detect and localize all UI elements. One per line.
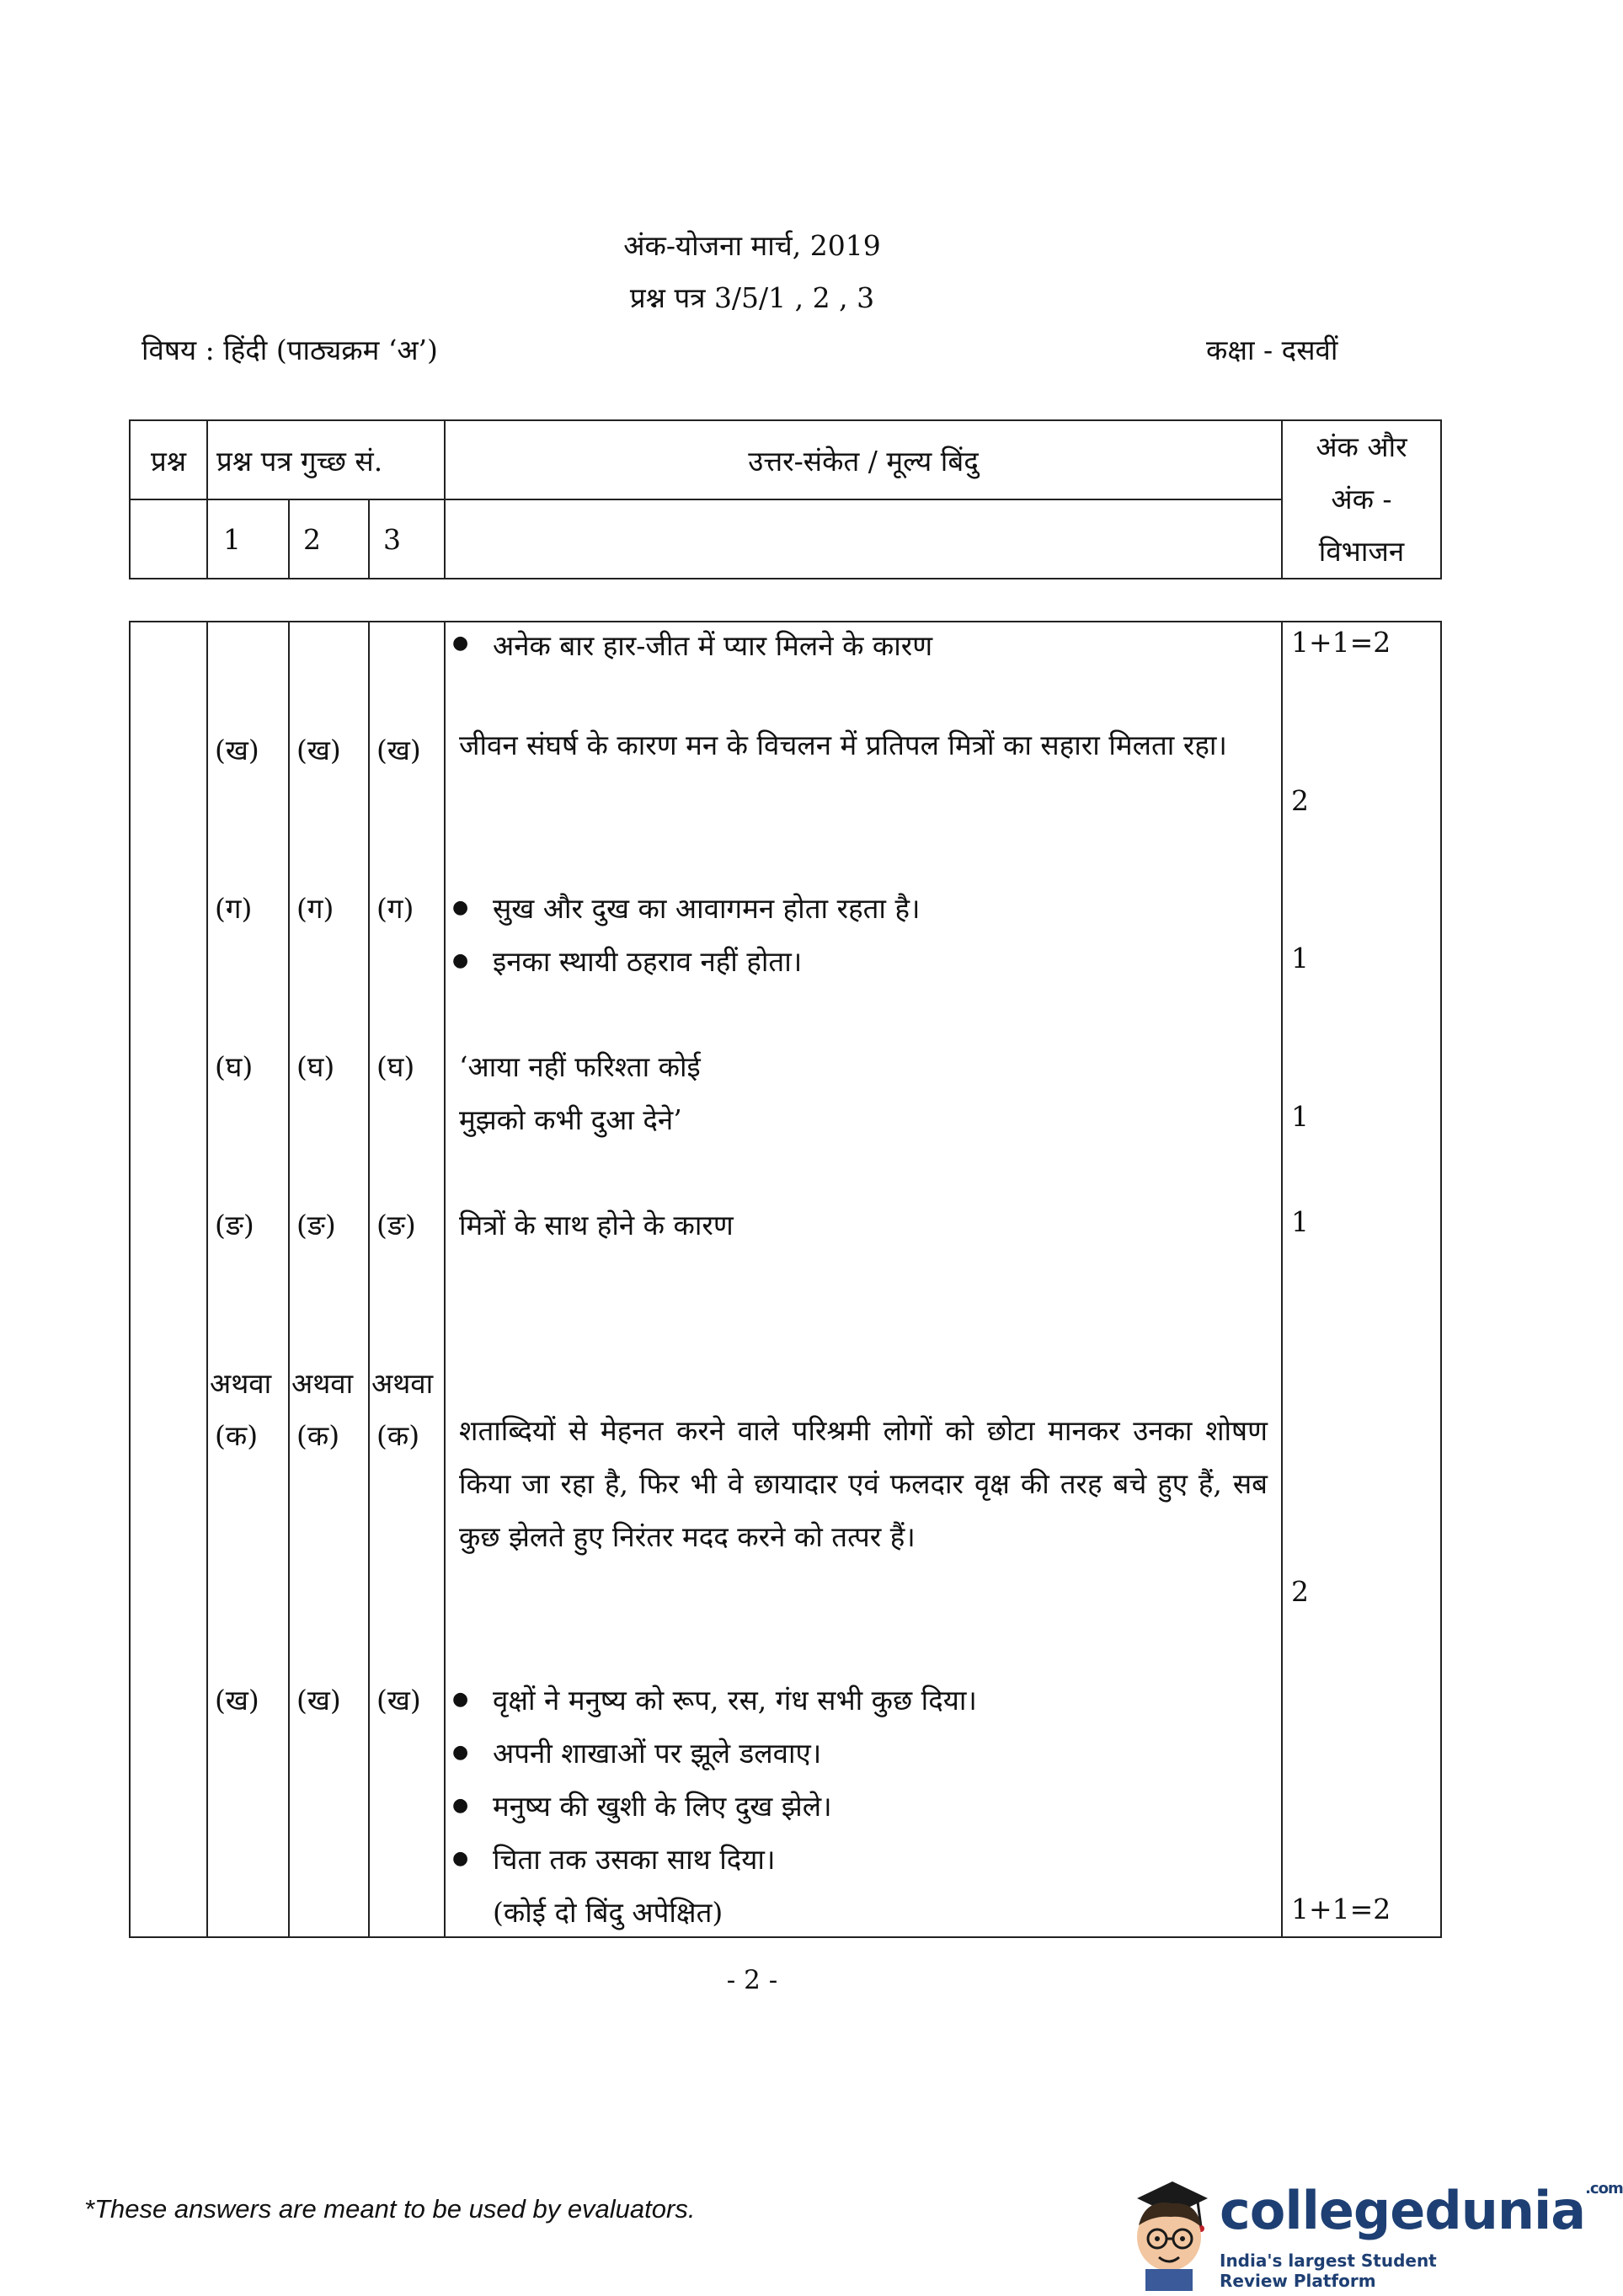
bullet-icon: ●	[452, 1795, 469, 1816]
answer-r5: शताब्दियों से मेहनत करने वाले परिश्रमी लोगों को छोटा मानकर उनका शोषण किया जा रहा है, फिर भी वे छायादार एवं फलदार वृक्ष की तरह बचे हुए हैं, सब कुछ झेलते हुए निरंतर मदद करने को तत्पर हैं।	[459, 1414, 1268, 1553]
or-label-3: अथवा	[371, 1367, 434, 1400]
answer-r6-note: (कोई दो बिंदु अपेक्षित)	[493, 1896, 723, 1929]
marking-scheme-header-table	[129, 419, 1442, 579]
subject-label: विषय : हिंदी (पाठ्यक्रम ‘अ’)	[141, 334, 438, 366]
label-kha-or-2: (ख)	[296, 1684, 341, 1717]
label-gha-2: (घ)	[296, 1050, 335, 1083]
answer-r0: अनेक बार हार-जीत में प्यार मिलने के कारण	[493, 629, 933, 662]
answer-r3-line2: मुझको कभी दुआ देने’	[459, 1103, 682, 1136]
document-title: अंक-योजना मार्च, 2019	[623, 229, 881, 262]
column-marks-line3: विभाजन	[1318, 535, 1405, 568]
header-empty-answer-cell	[445, 499, 1282, 579]
label-kha-3: (ख)	[376, 734, 421, 766]
logo-tagline: India's largest Student Review Platform	[1220, 2251, 1437, 2291]
answer-column	[445, 622, 1282, 1937]
logo-name: collegedunia	[1220, 2180, 1586, 2241]
bullet-icon: ●	[452, 1742, 469, 1763]
paper-codes: प्रश्न पत्र 3/5/1 , 2 , 3	[629, 281, 875, 314]
bullet-icon: ●	[452, 950, 469, 971]
set3-column	[369, 622, 445, 1937]
page-number: - 2 -	[726, 1965, 778, 1995]
column-marks-line1: अंक और	[1316, 430, 1407, 463]
label-ka-2: (क)	[296, 1419, 340, 1452]
column-answer: उत्तर-संकेत / मूल्य बिंदु	[445, 420, 1282, 499]
set2-column	[289, 622, 369, 1937]
marks-r4: 1	[1291, 1205, 1309, 1238]
answer-r2-b: इनका स्थायी ठहराव नहीं होता।	[493, 945, 803, 978]
label-kha-1: (ख)	[215, 734, 259, 766]
answer-r3-line1: ‘आया नहीं फरिश्ता कोई	[459, 1050, 701, 1083]
set-1: 1	[207, 499, 289, 579]
label-nga-3: (ङ)	[376, 1209, 416, 1241]
label-kha-or-3: (ख)	[376, 1684, 421, 1717]
marks-r6: 1+1=2	[1291, 1893, 1391, 1925]
label-gha-1: (घ)	[215, 1050, 254, 1083]
marks-r0: 1+1=2	[1291, 626, 1391, 659]
set-2: 2	[289, 499, 369, 579]
answer-r6-bullet2: अपनी शाखाओं पर झूले डलवाए।	[493, 1737, 822, 1770]
marks-r3: 1	[1291, 1100, 1309, 1133]
marks-r1: 2	[1291, 784, 1309, 817]
evaluator-note: *These answers are meant to be used by evaluators.	[84, 2194, 696, 2224]
answer-r6-bullet4: चिता तक उसका साथ दिया।	[493, 1843, 776, 1876]
column-question: प्रश्न	[130, 420, 207, 499]
label-nga-1: (ङ)	[215, 1209, 254, 1241]
label-ga-1: (ग)	[215, 892, 253, 925]
student-mascot-icon	[1120, 2173, 1215, 2291]
bullet-icon: ●	[452, 897, 469, 918]
bullet-icon: ●	[452, 1848, 469, 1869]
label-ga-3: (ग)	[376, 892, 414, 925]
column-marks	[1282, 420, 1441, 579]
label-kha-2: (ख)	[296, 734, 341, 766]
set1-column	[207, 622, 289, 1937]
answer-r4: मित्रों के साथ होने के कारण	[459, 1209, 734, 1241]
marks-column	[1282, 622, 1441, 1937]
label-ka-1: (क)	[215, 1419, 259, 1452]
class-label: कक्षा - दसवीं	[1206, 334, 1338, 366]
or-label-1: अथवा	[210, 1367, 272, 1400]
marks-r5: 2	[1291, 1575, 1309, 1608]
label-gha-3: (घ)	[376, 1050, 415, 1083]
logo-suffix: .com	[1585, 2180, 1623, 2197]
column-set-number: प्रश्न पत्र गुच्छ सं.	[207, 420, 445, 499]
label-ga-2: (ग)	[296, 892, 334, 925]
collegedunia-logo	[1120, 2173, 1623, 2291]
answer-r2-a: सुख और दुख का आवागमन होता रहता है।	[493, 892, 921, 925]
answer-r6-bullet1: वृक्षों ने मनुष्य को रूप, रस, गंध सभी कुछ दिया।	[493, 1684, 977, 1717]
bullet-icon: ●	[452, 633, 469, 654]
label-ka-3: (क)	[376, 1419, 420, 1452]
label-nga-2: (ङ)	[296, 1209, 336, 1241]
question-column	[130, 622, 207, 1937]
marks-r2: 1	[1291, 942, 1309, 974]
logo-wordmark	[1220, 2180, 1623, 2241]
header-empty-cell	[130, 499, 207, 579]
set-3: 3	[369, 499, 445, 579]
bullet-icon: ●	[452, 1689, 469, 1710]
or-label-2: अथवा	[291, 1367, 354, 1400]
marking-scheme-body-table	[129, 621, 1442, 1938]
answer-r6-bullet3: मनुष्य की खुशी के लिए दुख झेले।	[493, 1790, 832, 1823]
column-marks-line2: अंक -	[1331, 483, 1392, 515]
answer-r1: जीवन संघर्ष के कारण मन के विचलन में प्रतिपल मित्रों का सहारा मिलता रहा।	[459, 729, 1227, 761]
label-kha-or-1: (ख)	[215, 1684, 259, 1717]
